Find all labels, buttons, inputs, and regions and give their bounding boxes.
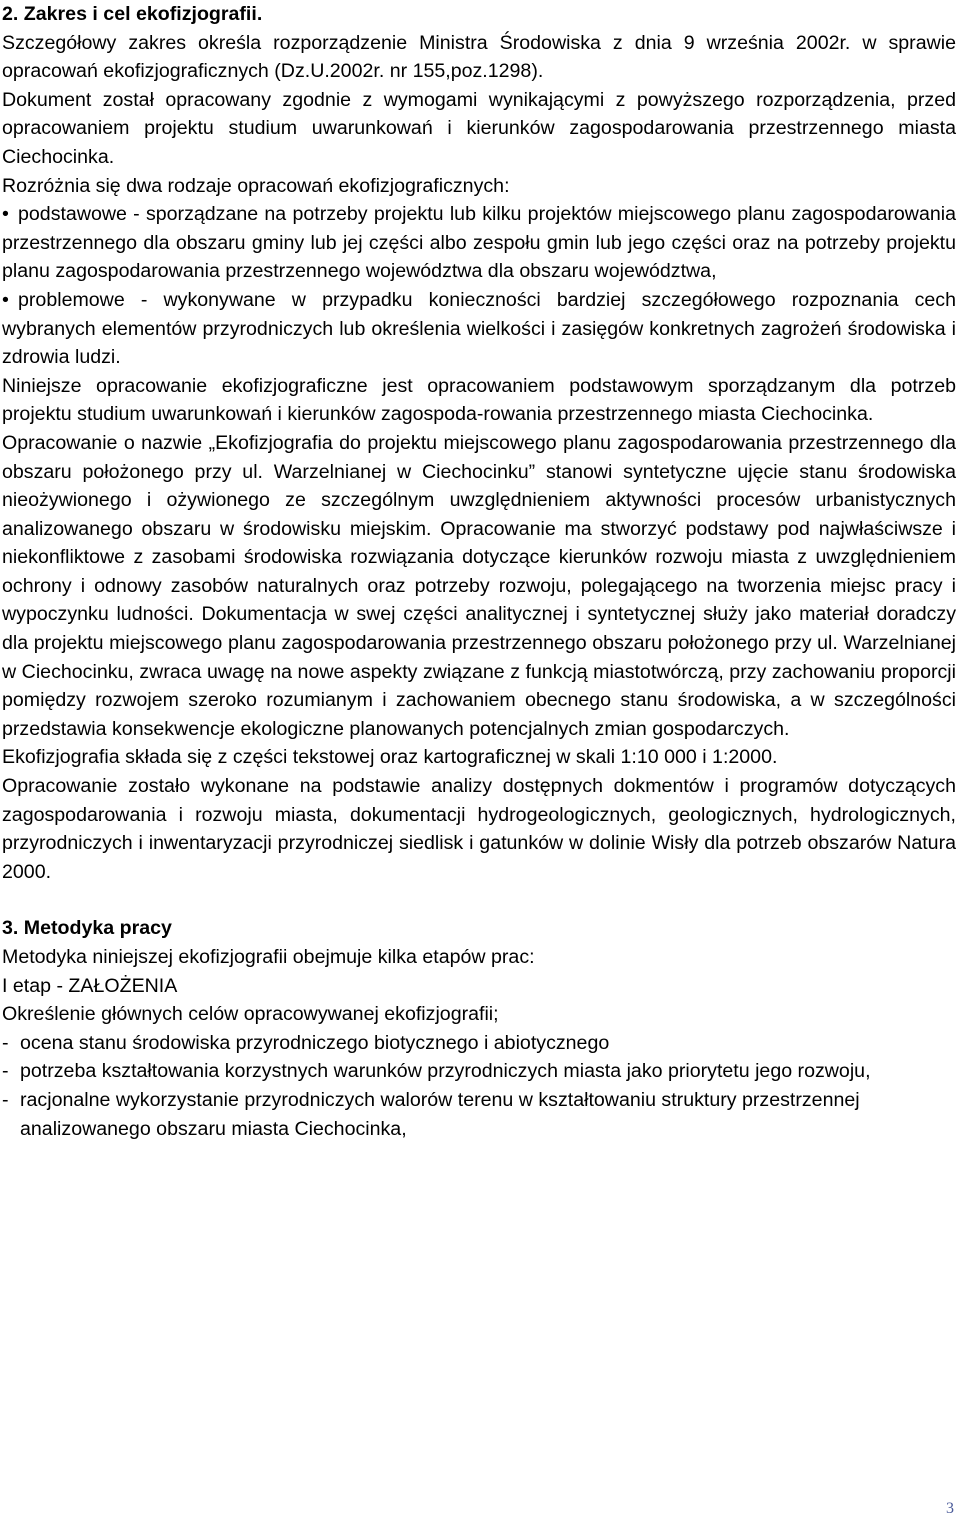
bullet-item-basic [2, 200, 956, 286]
goal-text: ocena stanu środowiska przyrodniczego biotycznego i abiotycznego [20, 1031, 610, 1054]
bullet-text: problemowe - wykonywane w przypadku konieczności bardziej szczegółowego rozpoznania cech wybranych elementów przyrodniczych lub określenia wielkości i zasięgów konkretnych zagrożeń środowiska i zdrowia ludzi. [2, 288, 956, 369]
section-3-heading: 3. Metodyka pracy [2, 917, 172, 940]
document-page [2, 0, 956, 1143]
paragraph-document-compliance: Dokument został opracowany zgodnie z wymogami wynikającymi z powyższego rozporządzenia, przed opracowaniem projektu studium uwarunkowań i kierunków zagospodarowania przestrzennego miasta Ciechocinka. [2, 88, 956, 168]
goal-text: racjonalne wykorzystanie przyrodniczych walorów terenu w kształtowaniu struktury przestrzennej analizowanego obszaru miasta Ciechocinka, [20, 1088, 860, 1140]
goal-item [2, 1086, 956, 1143]
goals-intro: Określenie głównych celów opracowywanej ekofizjografii; [2, 1003, 499, 1026]
bullet-icon: • [2, 203, 9, 226]
dash-icon: - [2, 1031, 9, 1054]
paragraph-method-intro: Metodyka niniejszej ekofizjografii obejmuje kilka etapów prac: [2, 946, 535, 968]
bullet-text: podstawowe - sporządzane na potrzeby projektu lub kilku projektów miejscowego planu zagospodarowania przestrzennego dla obszaru gminy lub jej części albo zespołu gmin lub jego części oraz na potrzeby projektu planu zagospodarowania przestrzennego województwa dla obszaru województwa, [2, 203, 956, 283]
goal-text: potrzeba kształtowania korzystnych warunków przyrodniczych miasta jako priorytetu jego rozwoju, [20, 1060, 871, 1083]
stage-label: I etap - ZAŁOŻENIA [2, 974, 178, 997]
paragraph-types-intro: Rozróżnia się dwa rodzaje opracowań ekofizjograficznych: [2, 174, 510, 197]
bullet-item-problem [2, 286, 956, 372]
paragraph-map-scale: Ekofizjografia składa się z części tekstowej oraz kartograficznej w skali 1:10 000 i 1:2000. [2, 746, 778, 769]
section-2-heading: 2. Zakres i cel ekofizjografii. [2, 3, 263, 25]
paragraph-study-description: Opracowanie o nazwie „Ekofizjografia do projektu miejscowego planu zagospodarowania przestrzennego dla obszaru położonego przy ul. Warzelnianej w Ciechocinku” stanowi syntetyczne ujęcie stanu środowiska nieożywionego i ożywionego ze szczególnym uwzględnieniem aktywności procesów urbanistycznych analizowanego obszaru w środowisku miejskim. Opracowanie ma stworzyć podstawy pod najwłaściwsze i niekonfliktowe z zasobami środowiska rozwiązania dotyczące kierunków rozwoju miasta z uwzględnieniem ochrony i odnowy zasobów naturalnych oraz potrzeby rozwoju, polegającego na tworzenia miejsc pracy i wypoczynku ludności. Dokumentacja w swej części analitycznej i syntetycznej służy jako materiał doradczy dla projektu miejscowego planu zagospodarowania przestrzennego obszaru położonego przy ul. Warzelnianej w Ciechocinku, zwraca uwagę na nowe aspekty związane z funkcją miastotwórczą, przy zachowaniu proporcji pomiędzy rozwojem szeroko rozumianym i zachowaniem obecnego stanu środowiska, a w szczególności przedstawia konsekwencje ekologiczne planowanych potencjalnych zmian gospodarczych. [2, 431, 956, 740]
bullet-icon: • [2, 288, 9, 311]
dash-icon: - [2, 1088, 9, 1111]
goal-item [2, 1057, 956, 1086]
paragraph-basic-study: Niniejsze opracowanie ekofizjograficzne jest opracowaniem podstawowym sporządzanym dla potrzeb projektu studium uwarunkowań i kierunków zagospoda-rowania przestrzennego miasta Ciechocinka. [2, 374, 956, 426]
paragraph-sources: Opracowanie zostało wykonane na podstawie analizy dostępnych dokmentów i programów dotyczących zagospodarowania i rozwoju miasta, dokumentacji hydrogeologicznych, geologicznych, hydrologicznych, przyrodniczych i inwentaryzacji przyrodniczej siedlisk i gatunków w dolinie Wisły dla potrzeb obszarów Natura 2000. [2, 775, 956, 883]
dash-icon: - [2, 1060, 9, 1083]
goal-item [2, 1029, 956, 1058]
section-spacer [2, 886, 956, 914]
page-number: 3 [946, 1500, 954, 1517]
paragraph-scope-regulation: Szczegółowy zakres określa rozporządzenie Ministra Środowiska z dnia 9 września 2002r. w sprawie opracowań ekofizjograficznych (Dz.U.2002r. nr 155,poz.1298). [2, 31, 956, 83]
